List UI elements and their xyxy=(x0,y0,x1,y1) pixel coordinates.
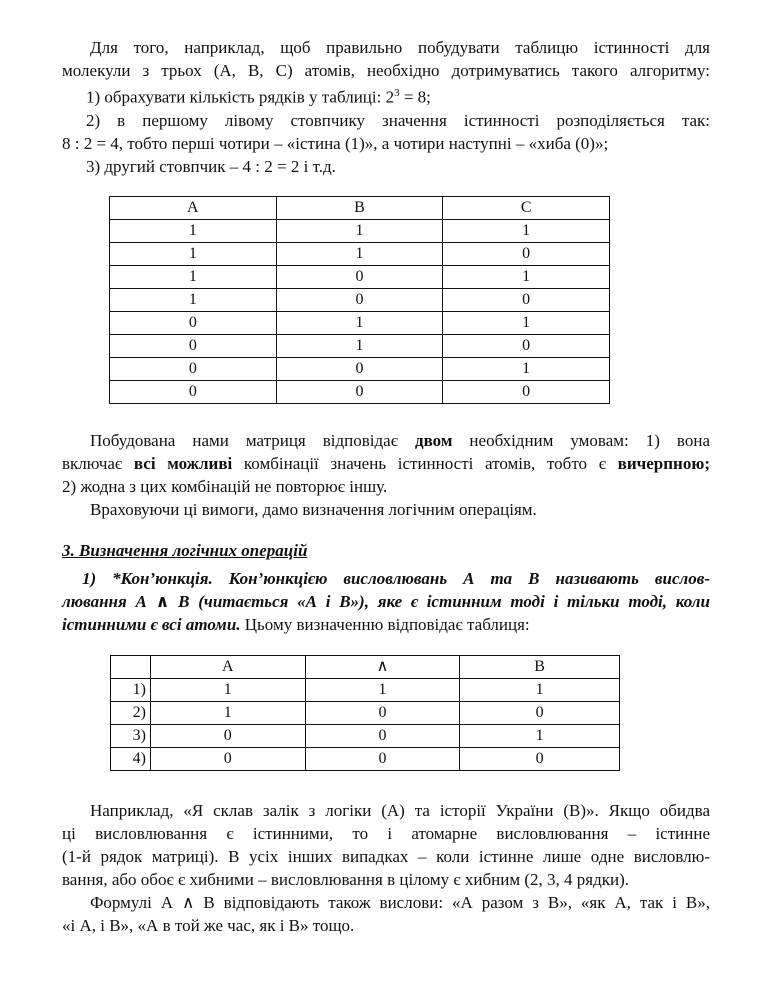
conjunction-table xyxy=(110,655,620,771)
table-row xyxy=(110,312,610,335)
intro-paragraph xyxy=(62,36,710,178)
table-cell: 0 xyxy=(460,702,620,725)
table-cell: 0 xyxy=(276,266,443,289)
example-line-1: Наприклад, «Я склав залік з логіки (А) та історії України (В)». Якщо обидва xyxy=(90,801,710,820)
intro-line-2: молекули з трьох (А, В, С) атомів, необхідно дотримуватись такого алгоритму: xyxy=(62,61,710,80)
table-row xyxy=(110,381,610,404)
table-cell: 1 xyxy=(110,243,277,266)
table-cell: 0 xyxy=(460,748,620,771)
table-cell: 1 xyxy=(110,220,277,243)
table-cell: 0 xyxy=(305,725,460,748)
table-row xyxy=(111,725,620,748)
table-cell: 0 xyxy=(276,358,443,381)
algorithm-step-2a: 2) в першому лівому стовпчику значення істинності розподіляється так: xyxy=(86,110,710,130)
table-cell: 0 xyxy=(305,702,460,725)
table-cell: 1 xyxy=(110,289,277,312)
table-cell: 0 xyxy=(150,725,305,748)
algorithm-step-2b: 8 : 2 = 4, тобто перші чотири – «істина (1)», а чотири наступні – «хиба (0)»; xyxy=(62,133,609,153)
algorithm-step-3: 3) другий стовпчик – 4 : 2 = 2 і т.д. xyxy=(86,156,336,176)
table-cell: 1 xyxy=(460,725,620,748)
table-header-row xyxy=(111,656,620,679)
bold-run: всі можливі xyxy=(133,454,233,473)
definition-line-3 xyxy=(62,613,710,636)
text-run: включає xyxy=(62,454,134,473)
table-cell: 1 xyxy=(150,679,305,702)
table-row xyxy=(110,243,610,266)
conditions-line-1 xyxy=(62,429,710,452)
bold-italic-run: істинними є всі атоми. xyxy=(62,615,241,634)
table-row xyxy=(110,335,610,358)
table-cell: 1 xyxy=(276,312,443,335)
definition-line-1: 1) *Кон’юнкція. Кон’юнкцією висловлювань А та В називають вислов- xyxy=(82,569,710,588)
step-1-exponent: 3 xyxy=(394,87,400,99)
table-row xyxy=(111,679,620,702)
conditions-line-2 xyxy=(62,452,710,475)
table-header-cell: ∧ xyxy=(305,656,460,679)
bold-run: двом xyxy=(415,431,453,450)
table-cell: 1 xyxy=(150,702,305,725)
example-line-5: Формулі А ∧ В відповідають також вислови: «А разом з В», «як А, так і В», xyxy=(90,893,710,912)
row-number-cell: 1) xyxy=(111,679,151,702)
table-cell: 0 xyxy=(110,312,277,335)
table-header-cell: А xyxy=(110,197,277,220)
table-header-row xyxy=(110,197,610,220)
table-header-cell: А xyxy=(150,656,305,679)
example-line-3: (1-й рядок матриці). В усіх інших випадках – коли істинне лише одне висловлю- xyxy=(62,847,710,866)
text-run: Побудована нами матриця відповідає xyxy=(90,431,415,450)
section-heading: 3. Визначення логічних операцій xyxy=(62,541,308,560)
table-cell: 1 xyxy=(443,220,610,243)
conjunction-definition xyxy=(62,567,710,636)
table-cell: 0 xyxy=(443,335,610,358)
step-1-text: 1) обрахувати кількість рядків у таблиці: 2 xyxy=(86,87,395,107)
table-cell: 0 xyxy=(305,748,460,771)
table-cell: 0 xyxy=(110,381,277,404)
table-cell: 1 xyxy=(276,220,443,243)
row-number-cell: 4) xyxy=(111,748,151,771)
table-row xyxy=(111,702,620,725)
truth-table-abc xyxy=(109,196,610,404)
table-cell: 1 xyxy=(276,243,443,266)
table-row xyxy=(110,289,610,312)
table-cell: 0 xyxy=(276,289,443,312)
table-row xyxy=(110,358,610,381)
table-header-cell: В xyxy=(276,197,443,220)
example-paragraph xyxy=(62,799,710,937)
table-cell: 1 xyxy=(305,679,460,702)
example-line-2: ці висловлювання є істинними, то і атомарне висловлювання – істинне xyxy=(62,824,710,843)
table-cell: 1 xyxy=(276,335,443,358)
table-cell: 1 xyxy=(443,358,610,381)
table-cell: 0 xyxy=(443,289,610,312)
table-header-cell xyxy=(111,656,151,679)
table-cell: 1 xyxy=(110,266,277,289)
table-row xyxy=(111,748,620,771)
conditions-paragraph xyxy=(62,429,710,521)
table-header-cell: С xyxy=(443,197,610,220)
bold-run: вичерпною; xyxy=(617,454,710,473)
example-line-4: вання, або обоє є хибними – висловлювання в цілому є хибним (2, 3, 4 рядки). xyxy=(62,870,630,889)
table-cell: 1 xyxy=(460,679,620,702)
table-row xyxy=(110,220,610,243)
row-number-cell: 2) xyxy=(111,702,151,725)
text-run: Цьому визначенню відповідає таблиця: xyxy=(240,615,530,634)
table-cell: 1 xyxy=(443,312,610,335)
conditions-line-3: 2) жодна з цих комбінацій не повторює іншу. xyxy=(62,477,388,496)
text-run: необхідним умовам: 1) вона xyxy=(452,431,710,450)
definition-line-2: лювання А ∧ В (читається «А і В»), яке є істинним тоді і тільки тоді, коли xyxy=(62,592,710,611)
table-cell: 1 xyxy=(443,266,610,289)
algorithm-step-1 xyxy=(62,82,710,109)
table-cell: 0 xyxy=(110,358,277,381)
table-header-cell: В xyxy=(460,656,620,679)
text-run: комбінації значень істинності атомів, тобто є xyxy=(232,454,618,473)
table-cell: 0 xyxy=(443,381,610,404)
intro-line-1: Для того, наприклад, щоб правильно побудувати таблицю істинності для xyxy=(90,38,710,57)
table-row xyxy=(110,266,610,289)
table-cell: 0 xyxy=(443,243,610,266)
table-cell: 0 xyxy=(276,381,443,404)
conditions-line-4: Враховуючи ці вимоги, дамо визначення логічним операціям. xyxy=(90,500,537,519)
step-1-result: = 8; xyxy=(399,87,431,107)
example-line-6: «і А, і В», «А в той же час, як і В» тощо. xyxy=(62,916,355,935)
row-number-cell: 3) xyxy=(111,725,151,748)
table-cell: 0 xyxy=(110,335,277,358)
table-cell: 0 xyxy=(150,748,305,771)
